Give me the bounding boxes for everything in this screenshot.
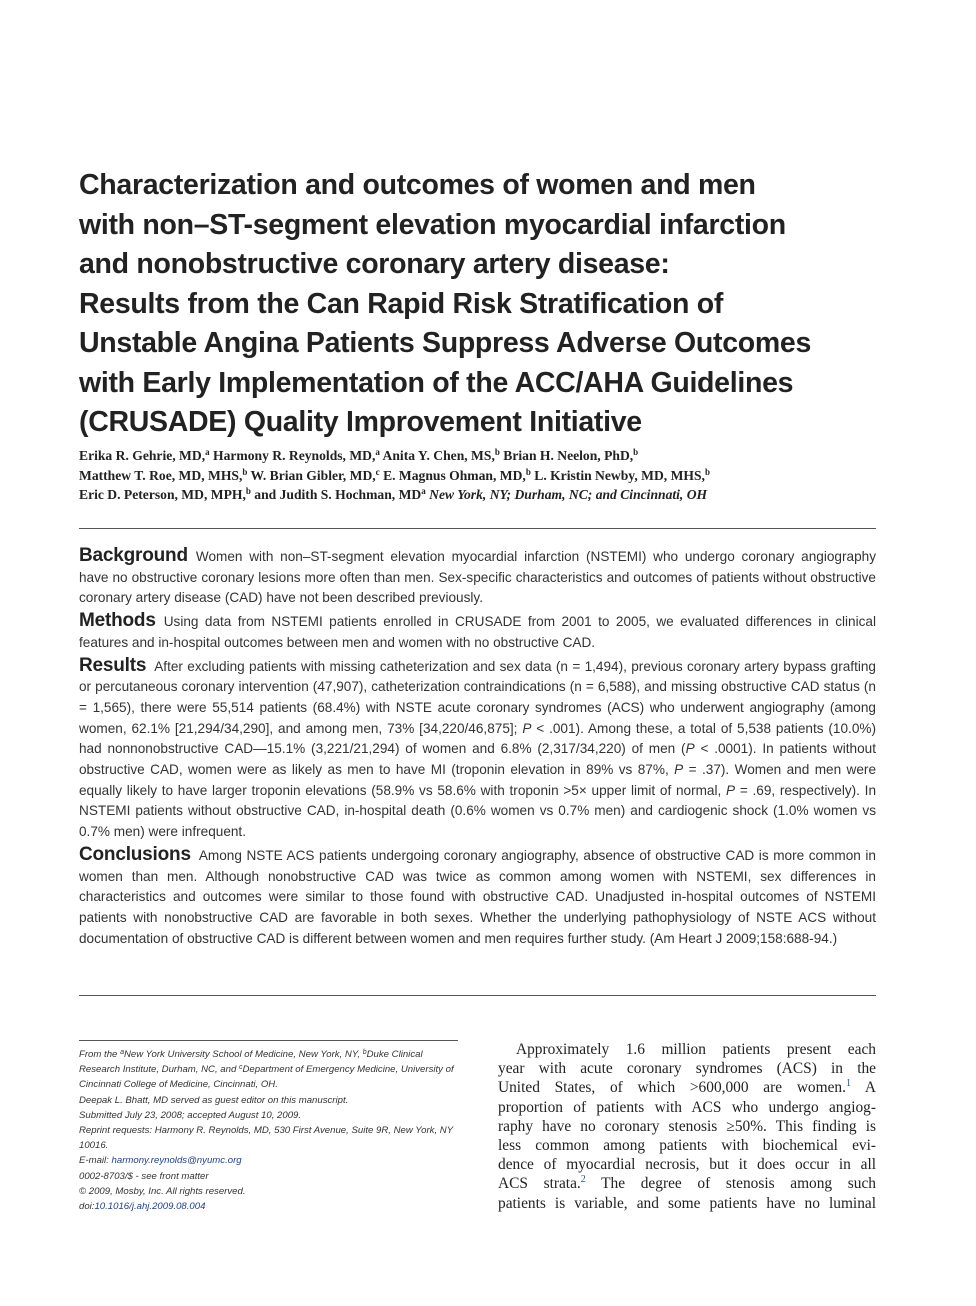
footnote-line — [79, 1199, 460, 1214]
body-line: raphy have no coronary stenosis ≥50%. This finding is — [498, 1117, 876, 1135]
affiliation-mark: b — [245, 486, 251, 496]
section-text: < .0001). In patients without obstructive CAD, women were as likely as men to have MI (troponin elevation in 89% vs 87%, — [79, 741, 877, 778]
body-text: ACS strata. — [498, 1175, 581, 1193]
author-name: E. Magnus Ohman, MD, — [383, 467, 526, 483]
footnotes — [79, 1047, 460, 1214]
author-locations: New York, NY; Durham, NC; and Cincinnati, OH — [429, 487, 708, 502]
section-text: After excluding patients with missing catheterization and sex data (n = 1,494), previous coronary artery bypass grafting or percutaneous coronary intervention (47,907), catheterization contraindications (n = 6,588), and missing obstructive CAD status (n = 1,565), there were 55,514 patients (68.4%) with NSTE acute coronary syndromes (ACS) who underwent angiography (among women, 62.1% [21,294/34,290], and among men, 73% [34,220/46,875]; — [79, 658, 876, 736]
affiliation-mark: a — [120, 1049, 124, 1056]
title-line: Unstable Angina Patients Suppress Adverse Outcomes — [79, 327, 812, 359]
footnote-text: New York University School of Medicine, New York, NY, — [123, 1049, 361, 1060]
footnote-rule — [79, 1040, 458, 1041]
abstract-results — [79, 656, 876, 843]
p-value-symbol: P — [522, 720, 532, 736]
email-link[interactable]: harmony.reynolds@nyumc.org — [111, 1155, 242, 1167]
footnote-line: Cincinnati College of Medicine, Cincinnati, OH. — [79, 1079, 278, 1091]
author-list — [79, 446, 899, 505]
affiliation-mark: c — [375, 466, 380, 477]
p-value-symbol: P — [685, 741, 695, 757]
author-line — [79, 446, 899, 466]
email-label: E-mail: — [79, 1155, 109, 1167]
author-name: Matthew T. Roe, MD, MHS, — [79, 467, 243, 483]
affiliation-mark: b — [242, 466, 248, 477]
author-line — [79, 466, 899, 486]
body-line — [498, 1174, 876, 1193]
body-text-column — [498, 1040, 876, 1213]
footnote-text: Duke Clinical — [366, 1049, 423, 1060]
body-line: proportion of patients with ACS who undergo angiog- — [498, 1098, 876, 1116]
title-line: Results from the Can Rapid Risk Stratification of — [79, 287, 724, 320]
affiliation-mark: b — [704, 466, 710, 477]
author-name: Eric D. Peterson, MD, MPH, — [79, 487, 246, 502]
body-line — [498, 1078, 876, 1097]
body-line: year with acute coronary syndromes (ACS) in the — [498, 1060, 876, 1078]
abstract-methods — [79, 611, 876, 653]
footnote-line: 10016. — [79, 1140, 109, 1152]
p-value-symbol: P — [674, 762, 684, 778]
affiliation-mark: c — [238, 1064, 243, 1072]
section-heading: Background — [79, 545, 188, 566]
author-name: Anita Y. Chen, MS, — [382, 448, 495, 463]
body-line: Approximately 1.6 million patients present each — [516, 1041, 876, 1058]
abstract-background — [79, 546, 876, 609]
affiliation-mark: a — [421, 486, 426, 496]
abstract-bottom-rule — [79, 995, 876, 996]
title-line: with non–ST-segment elevation myocardial infarction — [79, 208, 786, 241]
body-line: dence of myocardial necrosis, but it does occur in all — [498, 1156, 876, 1174]
abstract — [79, 546, 876, 951]
section-heading: Conclusions — [79, 843, 191, 865]
author-name: L. Kristin Newby, MD, MHS, — [534, 467, 705, 483]
affiliation-mark: a — [375, 447, 380, 457]
section-text: = .37). Women and men were equally likely to have larger troponin elevations (58.9% vs 58.6% with troponin >5× upper limit of normal, — [79, 762, 877, 798]
author-line — [79, 485, 899, 505]
author-name: Harmony R. Reynolds, MD, — [213, 448, 376, 463]
footnote-text: Research Institute, Durham, NC, and — [79, 1064, 237, 1076]
reference-link[interactable]: 1 — [845, 1078, 851, 1090]
body-text: A — [864, 1079, 876, 1097]
footnote-line: 0002-8703/$ - see front matter — [79, 1170, 209, 1182]
footnote-line: © 2009, Mosby, Inc. All rights reserved. — [79, 1185, 246, 1197]
affiliation-mark: b — [494, 447, 500, 457]
section-text: Using data from NSTEMI patients enrolled in CRUSADE from 2001 to 2005, we evaluated differences in clinical features and in-hospital outcomes between men and women with no obstructive CAD. — [79, 614, 876, 650]
affiliation-mark: b — [525, 466, 531, 477]
section-text: = .69, respectively). In NSTEMI patients without obstructive CAD, in-hospital death (0.6% women vs 0.7% men) and cardiogenic shock (1.0% women vs 0.7% men) were infrequent. — [79, 782, 877, 840]
doi-link[interactable]: 10.1016/j.ahj.2009.08.004 — [94, 1201, 206, 1213]
section-text: Among NSTE ACS patients undergoing coronary angiography, absence of obstructive CAD is more common in women than men. Although nonobstructive CAD was twice as common among women with NSTEMI, sex differences in characteristics and outcomes were similar to those found with obstructive CAD. Unadjusted in-hospital outcomes of NSTEMI patients with nonobstructive CAD are favorable in both sexes. Whether the underlying pathophysiology of NSTE ACS without documentation of obstructive CAD is different between women and men requires further study. (Am Heart J 2009;158:688-94.) — [79, 847, 876, 946]
title-line: and nonobstructive coronary artery disease: — [79, 248, 670, 280]
footnote-line — [79, 1047, 460, 1062]
footnote-line — [79, 1153, 460, 1168]
body-text: United States, of which >600,000 are women. — [498, 1079, 846, 1097]
section-heading: Methods — [79, 610, 156, 632]
footnote-text: From the — [79, 1049, 118, 1060]
article-title — [79, 166, 899, 443]
doi-label: doi: — [79, 1201, 95, 1213]
reference-link[interactable]: 2 — [580, 1174, 586, 1186]
title-line: with Early Implementation of the ACC/AHA Guidelines — [79, 366, 794, 399]
author-name: Erika R. Gehrie, MD, — [79, 448, 206, 463]
affiliation-mark: b — [633, 447, 639, 457]
footnote-text: Department of Emergency Medicine, University of — [242, 1064, 454, 1076]
body-text: The degree of stenosis among such — [601, 1175, 876, 1193]
p-value-symbol: P — [726, 782, 736, 798]
footnote-line: Deepak L. Bhatt, MD served as guest editor on this manuscript. — [79, 1094, 349, 1106]
body-line: less common among patients with biochemical evi- — [498, 1137, 876, 1155]
abstract-conclusions — [79, 845, 876, 950]
footnote-line — [79, 1062, 460, 1077]
body-line: patients is variable, and some patients have no luminal — [498, 1194, 876, 1212]
title-line: Characterization and outcomes of women and men — [79, 169, 756, 201]
abstract-top-rule — [79, 528, 876, 529]
affiliation-mark: b — [362, 1049, 367, 1056]
footnote-line: Reprint requests: Harmony R. Reynolds, MD, 530 First Avenue, Suite 9R, New York, NY — [79, 1125, 454, 1137]
author-name: Brian H. Neelon, PhD, — [503, 448, 634, 463]
section-text: Women with non–ST-segment elevation myocardial infarction (NSTEMI) who undergo coronary angiography have no obstructive coronary lesions more often than men. Sex-specific characteristics and outcomes of patients without obstructive coronary artery disease (CAD) have not been described previously. — [79, 549, 876, 606]
section-heading: Results — [79, 654, 147, 676]
footnote-line: Submitted July 23, 2008; accepted August 10, 2009. — [79, 1109, 302, 1121]
author-name: W. Brian Gibler, MD, — [250, 467, 376, 483]
title-line: (CRUSADE) Quality Improvement Initiative — [79, 406, 642, 438]
author-name: and Judith S. Hochman, MD — [254, 487, 422, 502]
section-text: < .001). Among these, a total of 5,538 patients (10.0%) had nonnonobstructive CAD—15.1% (3,221/21,294) of women and 6.8% (2,317/34,220) of men ( — [79, 720, 876, 757]
affiliation-mark: a — [205, 447, 210, 457]
